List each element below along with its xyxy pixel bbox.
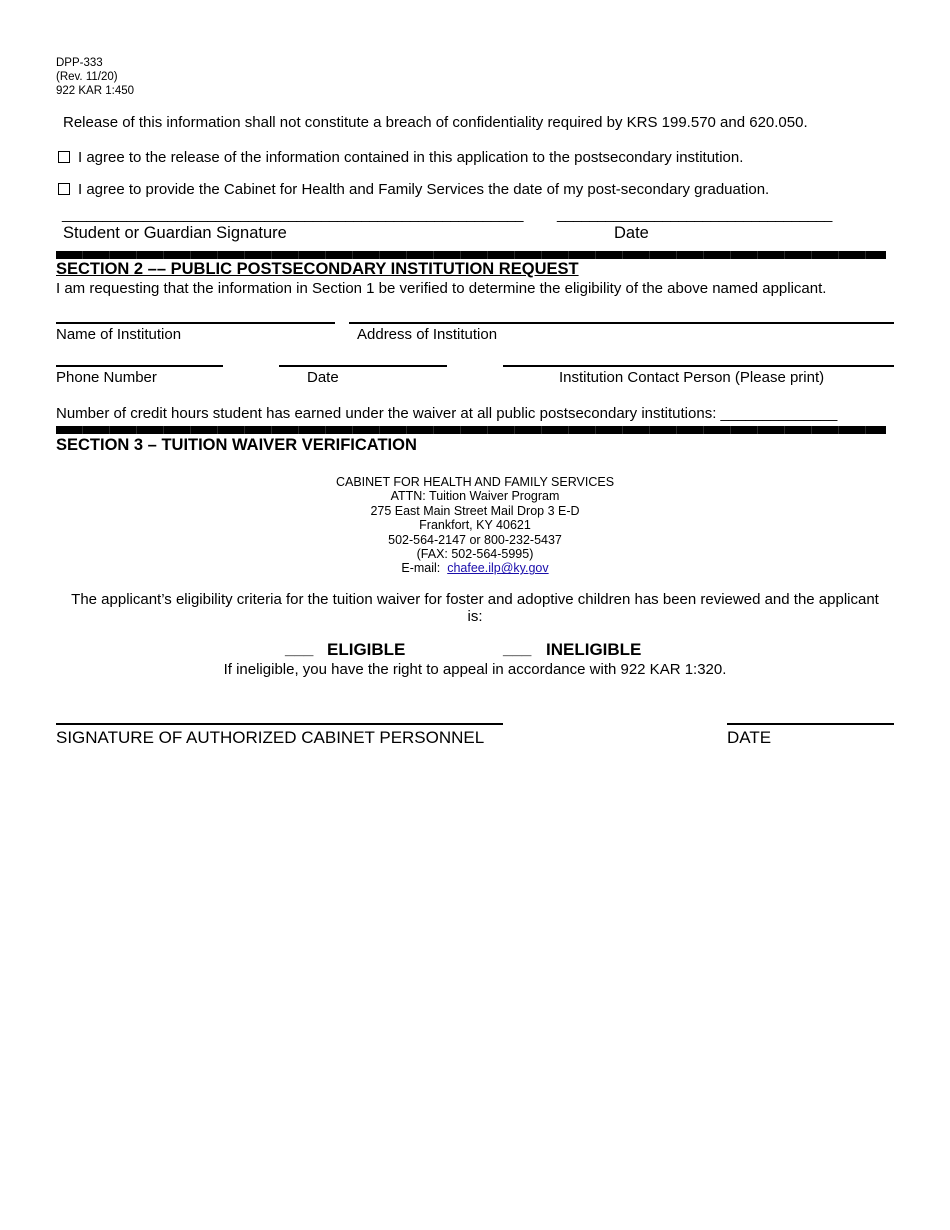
section-2-date-field[interactable] [279,365,447,367]
student-signature-label: Student or Guardian Signature [63,224,287,242]
criteria-line-1: The applicant’s eligibility criteria for the tuition waiver for foster and adoptive children has been reviewed and the applicant [71,591,879,608]
institution-address-field[interactable] [349,322,894,324]
criteria-line-2: is: [467,608,483,625]
section-2-title: SECTION 2 –– PUBLIC POSTSECONDARY INSTITUTION REQUEST [56,260,579,278]
fax-line: (FAX: 502-564-5995) [416,547,534,562]
student-signature-field[interactable]: _________________________________________________________ [62,206,524,223]
phone-number-field[interactable] [56,365,223,367]
contact-person-field[interactable] [503,365,894,367]
phone-number-label: Phone Number [56,369,157,386]
student-signature-date-label: Date [614,224,649,242]
email-link[interactable]: chafee.ilp@ky.gov [447,561,549,576]
eligible-checkbox[interactable]: ___ [285,639,314,658]
address-line: ATTN: Tuition Waiver Program [390,489,560,504]
contact-person-label: Institution Contact Person (Please print) [559,369,825,386]
cabinet-address-block [0,475,950,576]
form-regulation: 922 KAR 1:450 [56,85,135,97]
form-revision: (Rev. 11/20) [56,71,118,83]
form-id: DPP-333 [56,57,103,69]
student-signature-date-field[interactable]: __________________________________ [557,206,833,223]
institution-address-label: Address of Institution [357,326,498,343]
graduation-consent-label: I agree to provide the Cabinet for Health and Family Services the date of my post-secondary graduation. [78,181,770,198]
release-consent-checkbox[interactable] [58,151,70,163]
phone-line: 502-564-2147 or 800-232-5437 [388,532,562,547]
institution-name-label: Name of Institution [56,326,182,343]
release-consent-label: I agree to the release of the information contained in this application to the postsecondary institution. [78,149,744,166]
eligible-label: ELIGIBLE [327,640,406,659]
email-line [0,561,950,575]
institution-name-field[interactable] [56,322,335,324]
section-2-intro: I am requesting that the information in Section 1 be verified to determine the eligibility of the above named applicant. [56,280,827,297]
email-label: E-mail: [401,561,441,576]
ineligible-label: INELIGIBLE [546,640,642,659]
graduation-consent-checkbox[interactable] [58,183,70,195]
section-divider-bar [56,251,886,259]
section-divider-bar [56,426,886,434]
release-notice: Release of this information shall not constitute a breach of confidentiality required by KRS 199.570 and 620.050. [63,114,808,131]
ineligible-checkbox[interactable]: ___ [503,639,532,658]
credit-hours-field[interactable]: Number of credit hours student has earned under the waiver at all public postsecondary institutions: ______________ [56,405,838,422]
cabinet-signature-field[interactable] [56,723,503,725]
cabinet-date-label: DATE [727,728,772,747]
address-line: Frankfort, KY 40621 [419,518,531,533]
appeal-note: If ineligible, you have the right to appeal in accordance with 922 KAR 1:320. [223,661,727,678]
cabinet-date-field[interactable] [727,723,894,725]
section-2-date-label: Date [307,369,339,386]
cabinet-signature-label: SIGNATURE OF AUTHORIZED CABINET PERSONNEL [56,728,485,747]
address-line: CABINET FOR HEALTH AND FAMILY SERVICES [335,475,615,489]
section-3-title: SECTION 3 – TUITION WAIVER VERIFICATION [56,436,417,454]
address-line: 275 East Main Street Mail Drop 3 E-D [370,503,580,518]
